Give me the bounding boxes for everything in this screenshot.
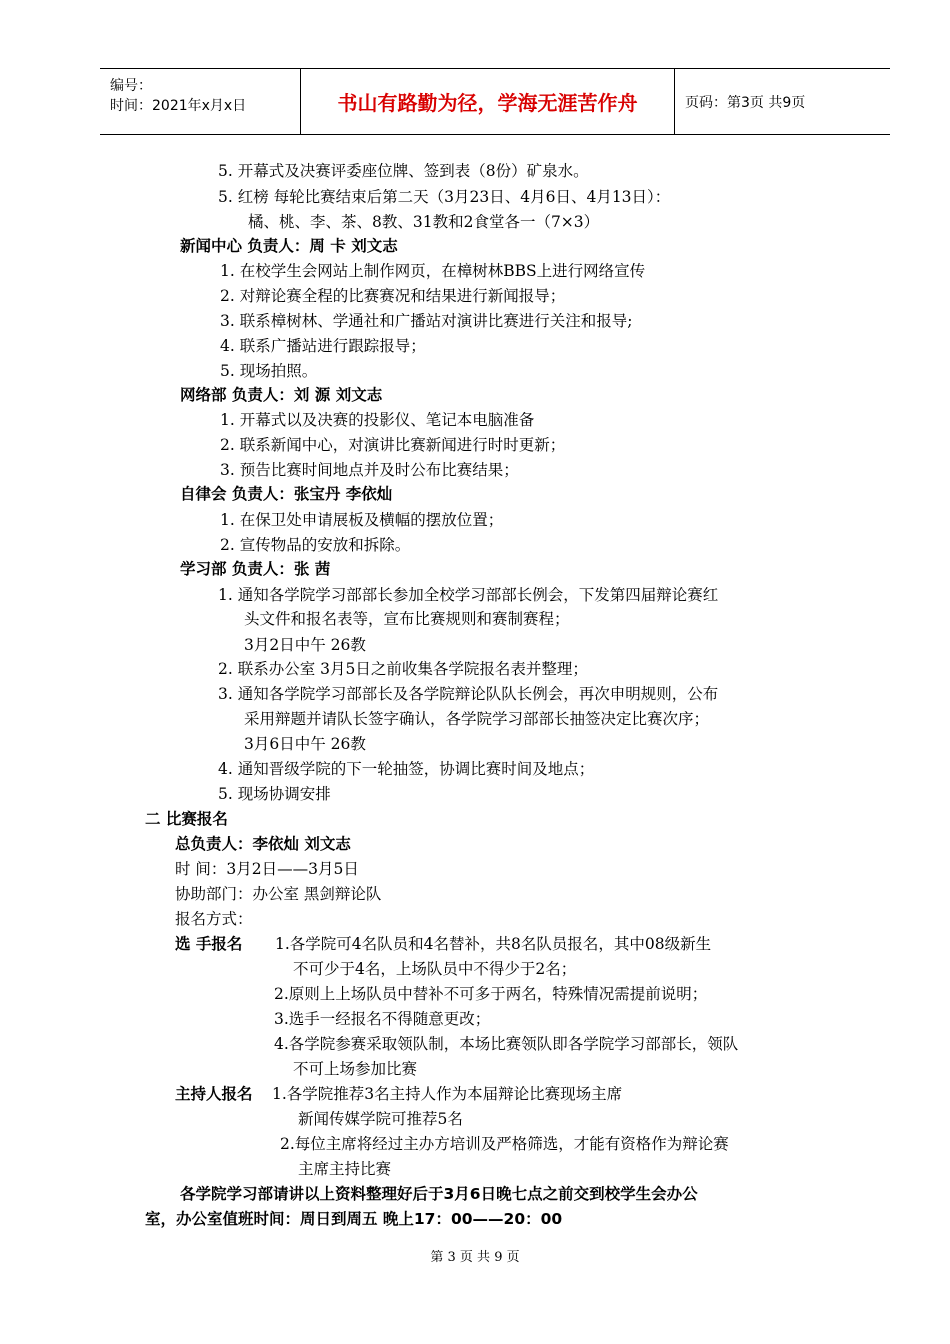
- list-item: 2. 联系办公室 3月5日之前收集各学院报名表并整理；: [218, 660, 588, 678]
- text-line: 时 间：3月2日——3月5日: [175, 860, 359, 878]
- text-line: 总负责人：李依灿 刘文志: [175, 835, 351, 853]
- list-item: 1. 通知各学院学习部部长参加全校学习部部长例会，下发第四届辩论赛红: [218, 586, 719, 604]
- list-item: 5. 现场拍照。: [220, 362, 318, 380]
- subsection-label: 选 手报名: [175, 935, 243, 953]
- list-item: 2. 宣传物品的安放和拆除。: [220, 536, 411, 554]
- page-label: 页码：第3页 共9页: [685, 94, 806, 111]
- text-line: 协助部门：办公室 黑剑辩论队: [175, 885, 382, 903]
- list-item: 3. 预告比赛时间地点并及时公布比赛结果；: [220, 461, 519, 479]
- text-line: 5. 红榜 每轮比赛结束后第二天（3月23日、4月6日、4月13日）：: [218, 188, 671, 206]
- list-item: 4.各学院参赛采取领队制，本场比赛领队即各学院学习部部长，领队: [274, 1035, 739, 1053]
- subsection-label: 主持人报名: [175, 1085, 253, 1103]
- list-item: 1. 开幕式以及决赛的投影仪、笔记本电脑准备: [220, 411, 535, 429]
- text-line: 橘、桃、李、茶、8教、31教和2食堂各一（7×3）: [248, 213, 600, 231]
- section-heading: 学习部 负责人：张 茜: [180, 560, 331, 578]
- text-line: 3月2日中午 26教: [244, 636, 366, 654]
- list-item: 1.各学院可4名队员和4名替补，共8名队员报名，其中08级新生: [275, 935, 712, 953]
- text-line: 报名方式：: [175, 910, 253, 928]
- text-line: 不可上场参加比赛: [293, 1060, 418, 1078]
- list-item: 3.选手一经报名不得随意更改；: [274, 1010, 491, 1028]
- list-item: 2. 联系新闻中心，对演讲比赛新闻进行时时更新；: [220, 436, 566, 454]
- list-item: 1. 在校学生会网站上制作网页，在樟树林BBS上进行网络宣传: [220, 262, 646, 280]
- page-header: [100, 68, 890, 135]
- motto: 书山有路勤为径，学海无涯苦作舟: [337, 91, 638, 115]
- serial-label: 编号：: [110, 78, 152, 94]
- section-heading: 新闻中心 负责人：周 卡 刘文志: [180, 237, 398, 255]
- header-meta-cell: [100, 69, 301, 134]
- text-line: 采用辩题并请队长签字确认，各学院学习部部长抽签决定比赛次序；: [244, 710, 710, 728]
- list-item: 1. 在保卫处申请展板及横幅的摆放位置；: [220, 511, 504, 529]
- text-line: 不可少于4名，上场队员中不得少于2名；: [293, 960, 577, 978]
- date-label: 时间：2021年x月x日: [110, 98, 247, 114]
- list-item: 2.每位主席将经过主办方培训及严格筛选，才能有资格作为辩论赛: [280, 1135, 729, 1153]
- list-item: 1.各学院推荐3名主持人作为本届辩论比赛现场主席: [272, 1085, 623, 1103]
- section-heading: 网络部 负责人：刘 源 刘文志: [180, 386, 383, 404]
- list-item: 5. 现场协调安排: [218, 785, 331, 803]
- list-item: 3. 通知各学院学习部部长及各学院辩论队队长例会，再次申明规则，公布: [218, 685, 719, 703]
- text-line: 头文件和报名表等，宣布比赛规则和赛制赛程；: [244, 610, 570, 628]
- text-line: 5. 开幕式及决赛评委座位牌、签到表（8份）矿泉水。: [218, 162, 589, 180]
- notice-line: 室，办公室值班时间：周日到周五 晚上17：00——20：00: [145, 1210, 563, 1228]
- header-page-cell: [675, 69, 890, 134]
- list-item: 2. 对辩论赛全程的比赛赛况和结果进行新闻报导；: [220, 287, 566, 305]
- list-item: 3. 联系樟树林、学通社和广播站对演讲比赛进行关注和报导;: [220, 312, 633, 330]
- text-line: 新闻传媒学院可推荐5名: [298, 1110, 463, 1128]
- text-line: 主席主持比赛: [298, 1160, 392, 1178]
- list-item: 2.原则上上场队员中替补不可多于两名，特殊情况需提前说明；: [274, 985, 708, 1003]
- list-item: 4. 联系广播站进行跟踪报导；: [220, 337, 426, 355]
- notice-line: 各学院学习部请讲以上资料整理好后于3月6日晚七点之前交到校学生会办公: [180, 1185, 698, 1203]
- section-heading: 二 比赛报名: [145, 810, 228, 828]
- section-heading: 自律会 负责人：张宝丹 李依灿: [180, 485, 393, 503]
- list-item: 4. 通知晋级学院的下一轮抽签，协调比赛时间及地点；: [218, 760, 595, 778]
- page-footer: 第 3 页 共 9 页: [430, 1250, 520, 1265]
- text-line: 3月6日中午 26教: [244, 735, 366, 753]
- header-motto-cell: [301, 69, 675, 134]
